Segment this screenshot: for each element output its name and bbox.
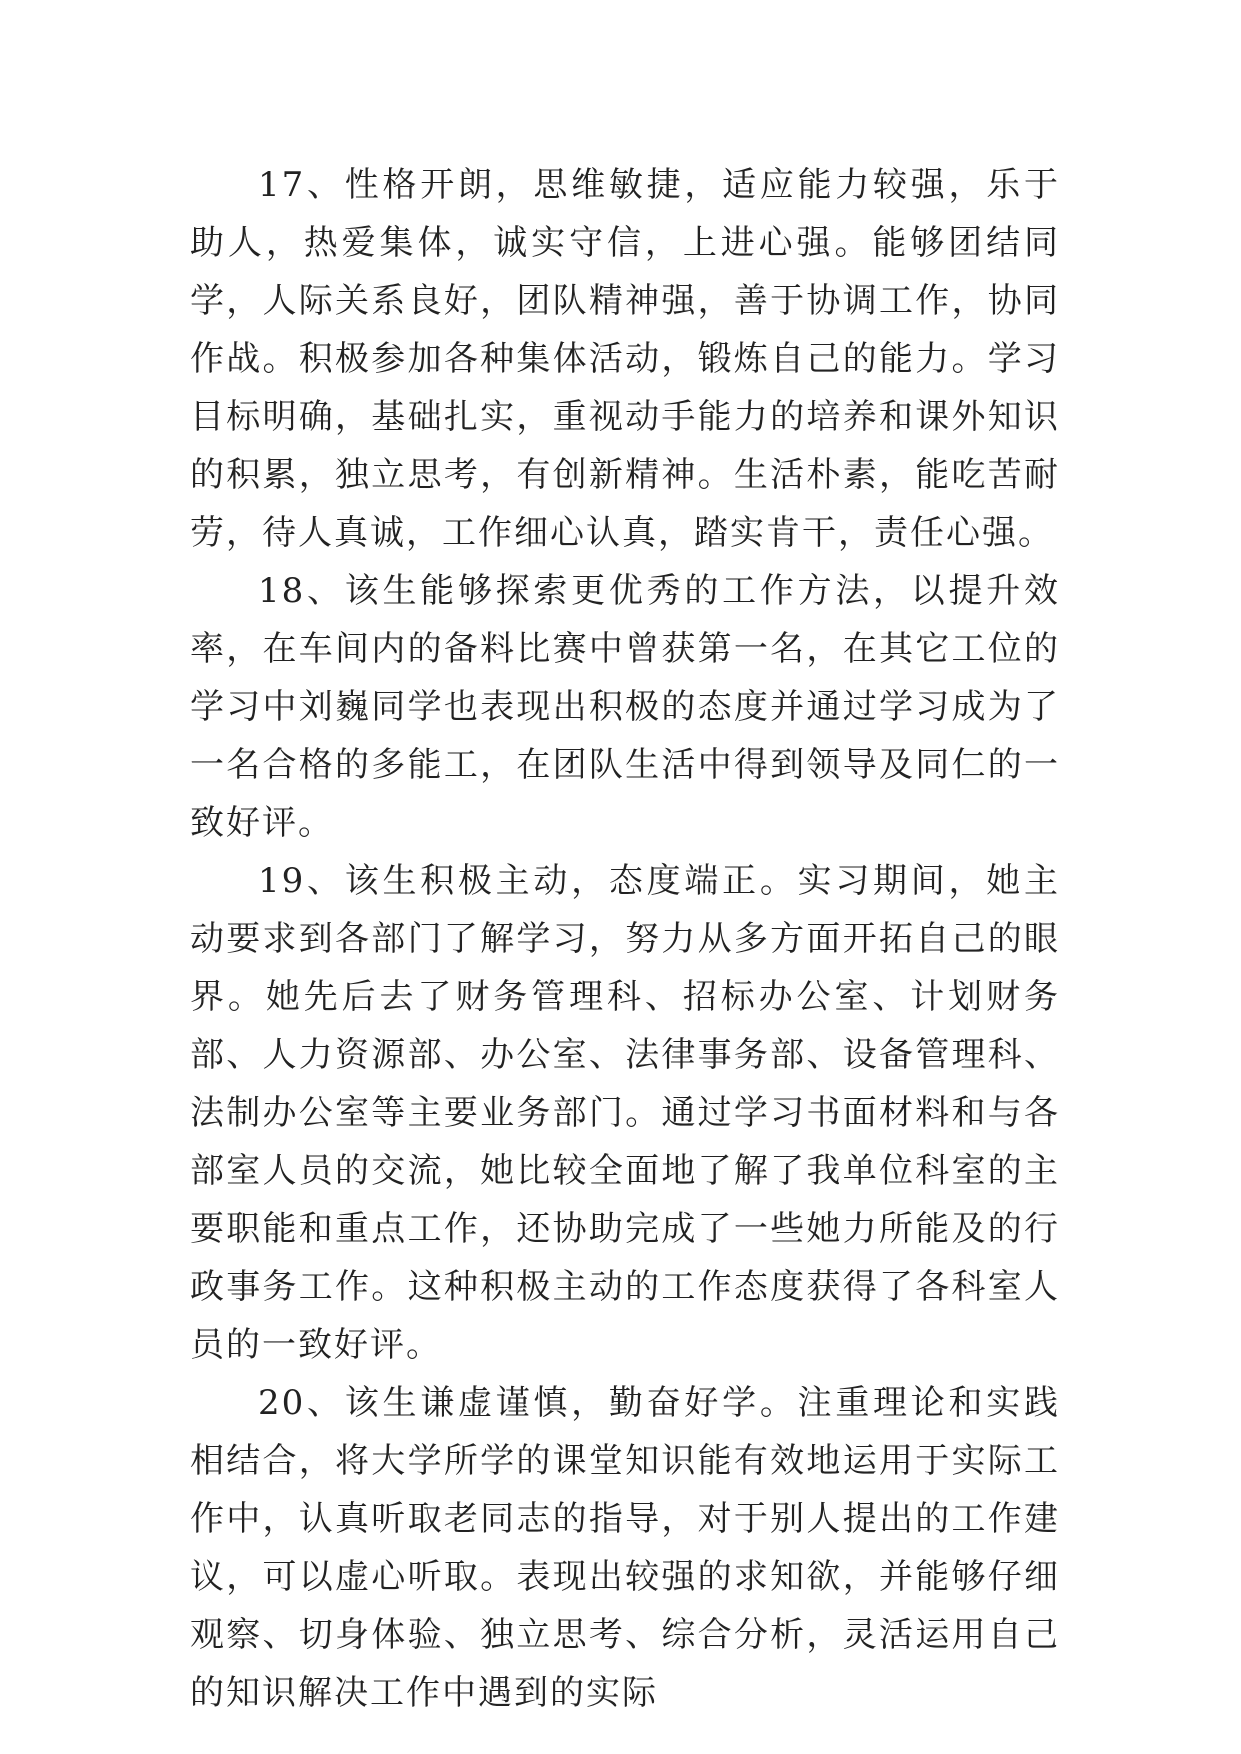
paragraph-20: 20、该生谦虚谨慎，勤奋好学。注重理论和实践相结合，将大学所学的课堂知识能有效地运用于实际工作中，认真听取老同志的指导，对于别人提出的工作建议，可以虚心听取。表现出较强的求知欲，并能够仔细观察、切身体验、独立思考、综合分析，灵活运用自己的知识解决工作中遇到的实际: [190, 1383, 1060, 1713]
paragraph-19: 19、该生积极主动，态度端正。实习期间，她主动要求到各部门了解学习，努力从多方面开拓自己的眼界。她先后去了财务管理科、招标办公室、计划财务部、人力资源部、办公室、法律事务部、设备管理科、法制办公室等主要业务部门。通过学习书面材料和与各部室人员的交流，她比较全面地了解了我单位科室的主要职能和重点工作，还协助完成了一些她力所能及的行政事务工作。这种积极主动的工作态度获得了各科室人员的一致好评。: [190, 861, 1060, 1365]
paragraph-17: 17、性格开朗，思维敏捷，适应能力较强，乐于助人，热爱集体，诚实守信，上进心强。能够团结同学，人际关系良好，团队精神强，善于协调工作，协同作战。积极参加各种集体活动，锻炼自己的能力。学习目标明确，基础扎实，重视动手能力的培养和课外知识的积累，独立思考，有创新精神。生活朴素，能吃苦耐劳，待人真诚，工作细心认真，踏实肯干，责任心强。: [190, 165, 1060, 553]
paragraph-18: 18、该生能够探索更优秀的工作方法，以提升效率，在车间内的备料比赛中曾获第一名，在其它工位的学习中刘巍同学也表现出积极的态度并通过学习成为了一名合格的多能工，在团队生活中得到领导及同仁的一致好评。: [190, 571, 1060, 843]
document-body: [190, 156, 1060, 1722]
